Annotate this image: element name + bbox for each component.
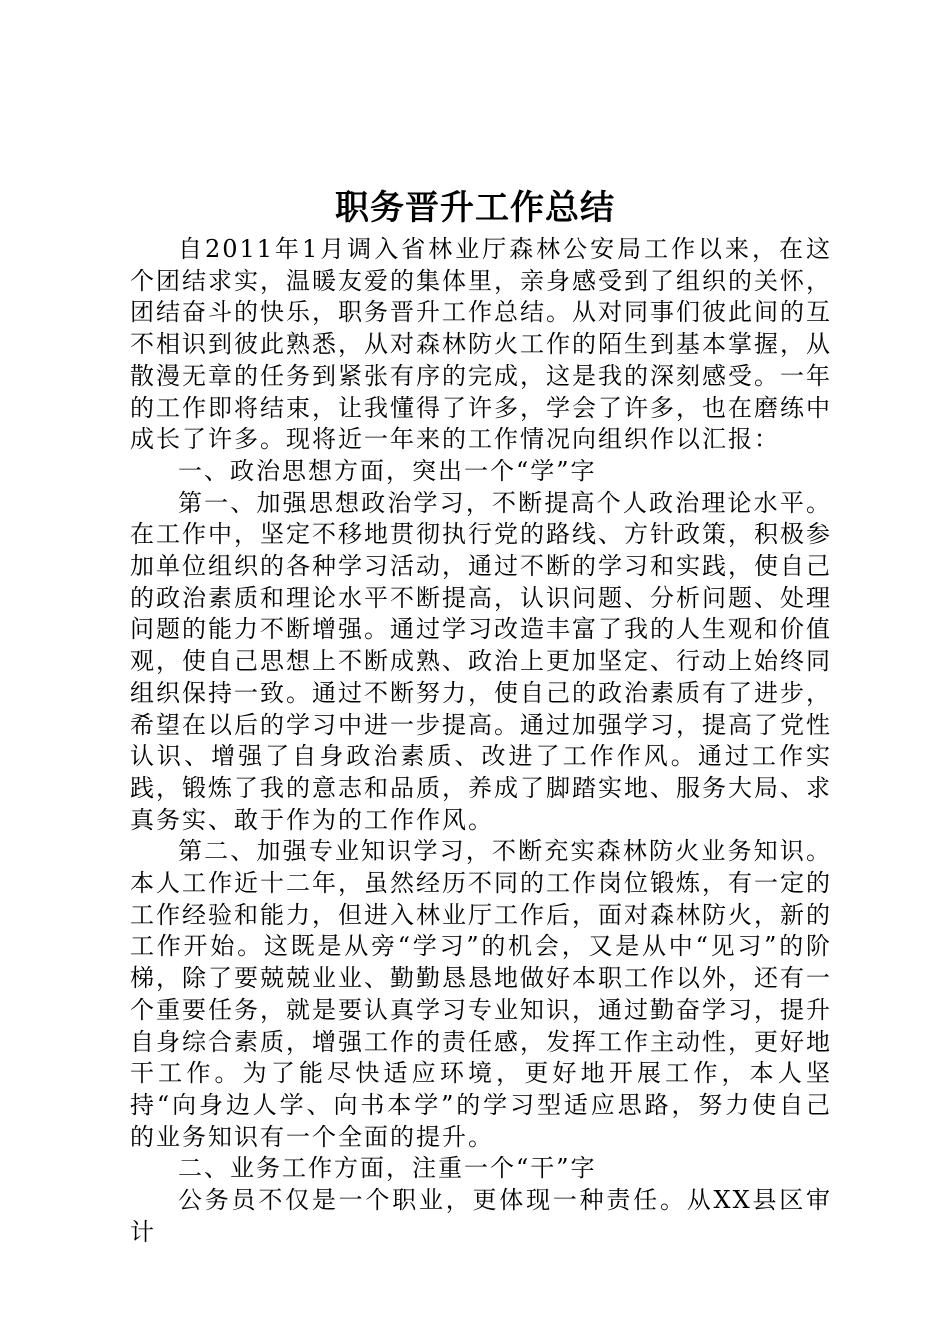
document-body [130,234,832,1249]
page-title: 职务晋升工作总结 [335,188,615,228]
paragraph-political-study: 第一、加强思想政治学习，不断提高个人政治理论水平。在工作中，坚定不移地贯彻执行党的路线、方针政策，积极参加单位组织的各种学习活动，通过不断的学习和实践，使自己的政治素质和理论水平不断提高，认识问题、分析问题、处理问题的能力不断增强。通过学习改造丰富了我的人生观和价值观，使自己思想上不断成熟、政治上更加坚定、行动上始终同组织保持一致。通过不断努力，使自己的政治素质有了进步，希望在以后的学习中进一步提高。通过加强学习，提高了党性认识、增强了自身政治素质、改进了工作作风。通过工作实践，锻炼了我的意志和品质，养成了脚踏实地、服务大局、求真务实、敢于作为的工作作风。 [130,488,832,834]
paragraph-intro: 自2011年1月调入省林业厅森林公安局工作以来，在这个团结求实，温暖友爱的集体里，亲身感受到了组织的关怀，团结奋斗的快乐，职务晋升工作总结。从对同事们彼此间的互不相识到彼此熟悉，从对森林防火工作的陌生到基本掌握，从散漫无章的任务到紧张有序的完成，这是我的深刻感受。一年的工作即将结束，让我懂得了许多，学会了许多，也在磨练中成长了许多。现将近一年来的工作情况向组织作以汇报： [130,235,832,454]
section-heading-work: 二、业务工作方面，注重一个“干”字 [178,1154,597,1183]
section-heading-politics: 一、政治思想方面，突出一个“学”字 [178,456,597,485]
paragraph-civil-servant: 公务员不仅是一个职业，更体现一种责任。从XX县区审计 [130,1186,832,1246]
paragraph-professional-study: 第二、加强专业知识学习，不断充实森林防火业务知识。本人工作近十二年，虽然经历不同的工作岗位锻炼，有一定的工作经验和能力，但进入林业厅工作后，面对森林防火，新的工作开始。这既是从旁“学习”的机会，又是从中“见习”的阶梯，除了要兢兢业业、勤勤恳恳地做好本职工作以外，还有一个重要任务，就是要认真学习专业知识，通过勤奋学习，提升自身综合素质，增强工作的责任感，发挥工作主动性，更好地干工作。为了能尽快适应环境，更好地开展工作，本人坚持“向身边人学、向书本学”的学习型适应思路，努力使自己的业务知识有一个全面的提升。 [130,837,832,1151]
